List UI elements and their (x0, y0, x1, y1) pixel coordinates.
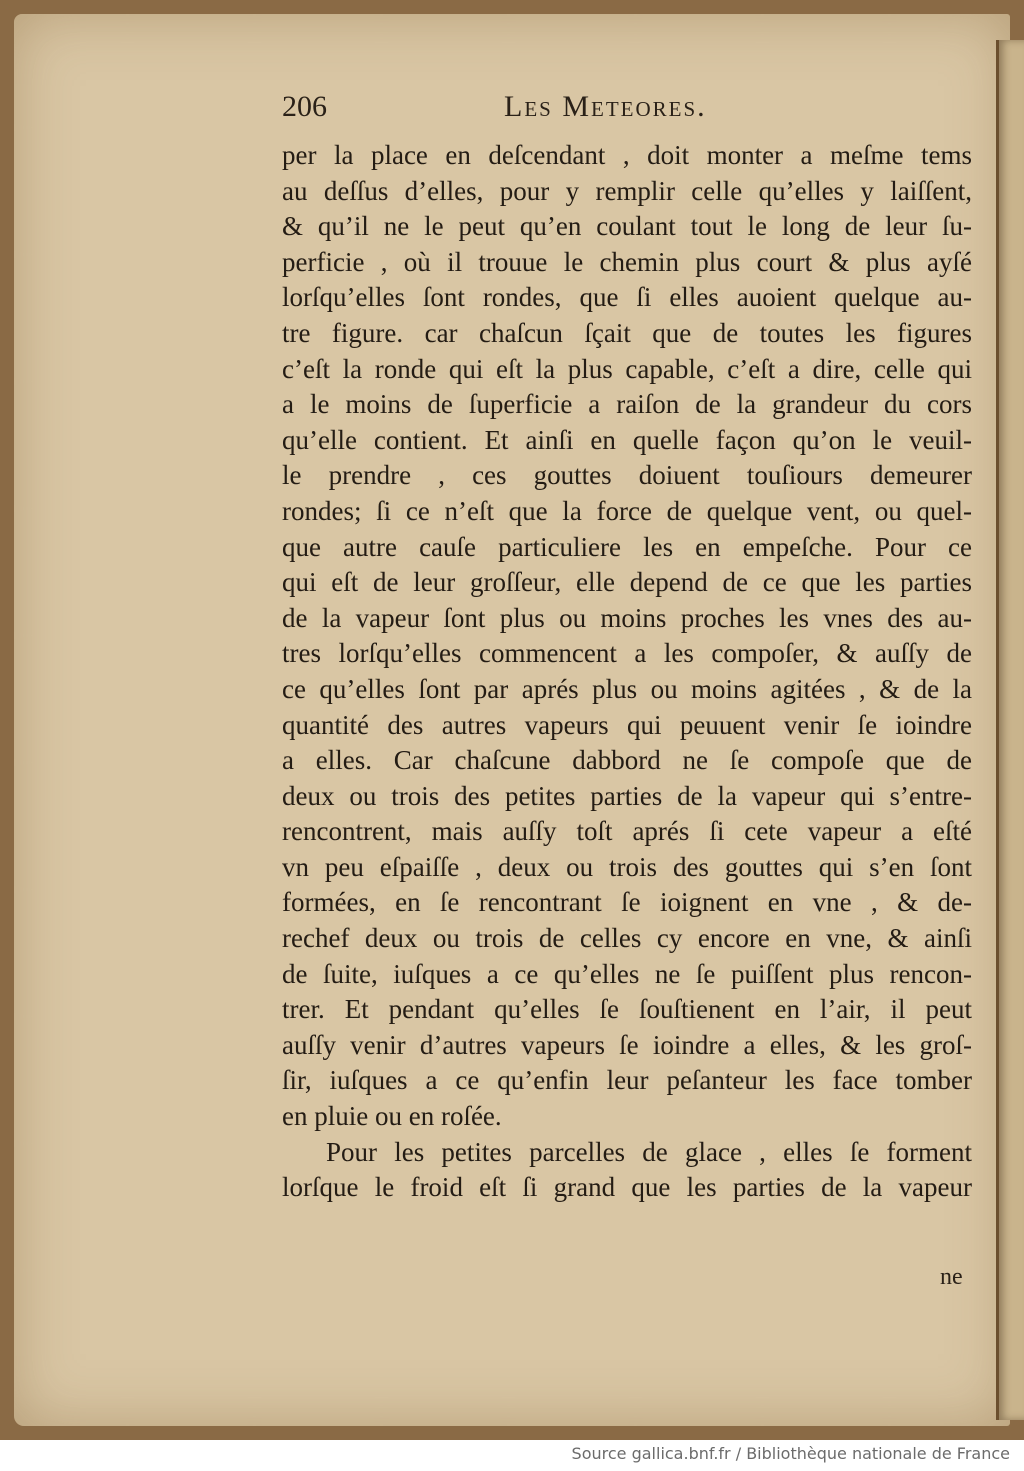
book-page (14, 14, 1010, 1426)
text-line: Pour les petites parcelles de glace , elles ſe forment (326, 1136, 972, 1167)
text-line: deux ou trois des petites parties de la vapeur qui s’entre- (282, 780, 972, 811)
text-line: au deſſus d’elles, pour y remplir celle qu’elles y laiſſent, (282, 175, 972, 206)
text-line: ce qu’elles ſont par aprés plus ou moins agitées , & de la (282, 673, 972, 704)
page-number: 206 (282, 90, 327, 123)
text-line: vn peu eſpaiſſe , deux ou trois des gouttes qui s’en ſont (282, 851, 972, 882)
text-line: perficie , où il trouue le chemin plus court & plus ayſé (282, 246, 972, 277)
text-line: de ſuite, iuſques a ce qu’elles ne ſe puiſſent plus rencon- (282, 958, 972, 989)
text-line: qu’elle contient. Et ainſi en quelle façon qu’on le veuil- (282, 424, 972, 455)
running-title: Les Meteores. (504, 90, 707, 123)
text-line: de la vapeur ſont plus ou moins proches les vnes des au- (282, 602, 972, 633)
text-line: trer. Et pendant qu’elles ſe ſouſtienent en l’air, il peut (282, 994, 972, 1025)
text-line: lorſqu’elles ſont rondes, que ſi elles auoient quelque au- (282, 282, 972, 313)
text-line: rondes; ſi ce n’eſt que la force de quelque vent, ou quel- (282, 495, 972, 526)
text-line: que autre cauſe particuliere les en empeſche. Pour ce (282, 531, 972, 562)
footer-bar (0, 1440, 1024, 1471)
text-line: rechef deux ou trois de celles cy encore en vne, & ainſi (282, 923, 972, 954)
text-line: c’eſt la ronde qui eſt la plus capable, c’eſt a dire, celle qui (282, 353, 972, 384)
facing-page-edge (996, 40, 1024, 1420)
text-line: tre figure. car chaſcun ſçait que de toutes les figures (282, 317, 972, 348)
text-line: a elles. Car chaſcune dabbord ne ſe compoſe que de (282, 745, 972, 776)
text-line: quantité des autres vapeurs qui peuuent venir ſe ioindre (282, 709, 972, 740)
text-line: formées, en ſe rencontrant ſe ioignent en vne , & de- (282, 887, 972, 918)
text-line: rencontrent, mais auſſy toſt aprés ſi cete vapeur a eſté (282, 816, 972, 847)
text-line: ſir, iuſques a ce qu’enfin leur peſanteur les face tomber (282, 1065, 972, 1096)
text-line: lorſque le froid eſt ſi grand que les parties de la vapeur (282, 1172, 972, 1203)
catchword: ne (940, 1264, 963, 1290)
body-text (282, 138, 972, 1206)
text-line: auſſy venir d’autres vapeurs ſe ioindre a elles, & les groſ- (282, 1029, 972, 1060)
text-line: & qu’il ne le peut qu’en coulant tout le long de leur ſu- (282, 211, 972, 242)
text-line: a le moins de ſuperficie a raiſon de la grandeur du cors (282, 389, 972, 420)
running-head (282, 90, 972, 130)
text-line: tres lorſqu’elles commencent a les compoſer, & auſſy de (282, 638, 972, 669)
text-line: le prendre , ces gouttes doiuent touſiours demeurer (282, 460, 972, 491)
source-credit: Source gallica.bnf.fr / Bibliothèque nationale de France (571, 1444, 1010, 1463)
text-line: per la place en deſcendant , doit monter a meſme tems (282, 140, 972, 170)
text-line: en pluie ou en roſée. (282, 1101, 502, 1132)
text-line: qui eſt de leur groſſeur, elle depend de ce que les parties (282, 567, 972, 598)
